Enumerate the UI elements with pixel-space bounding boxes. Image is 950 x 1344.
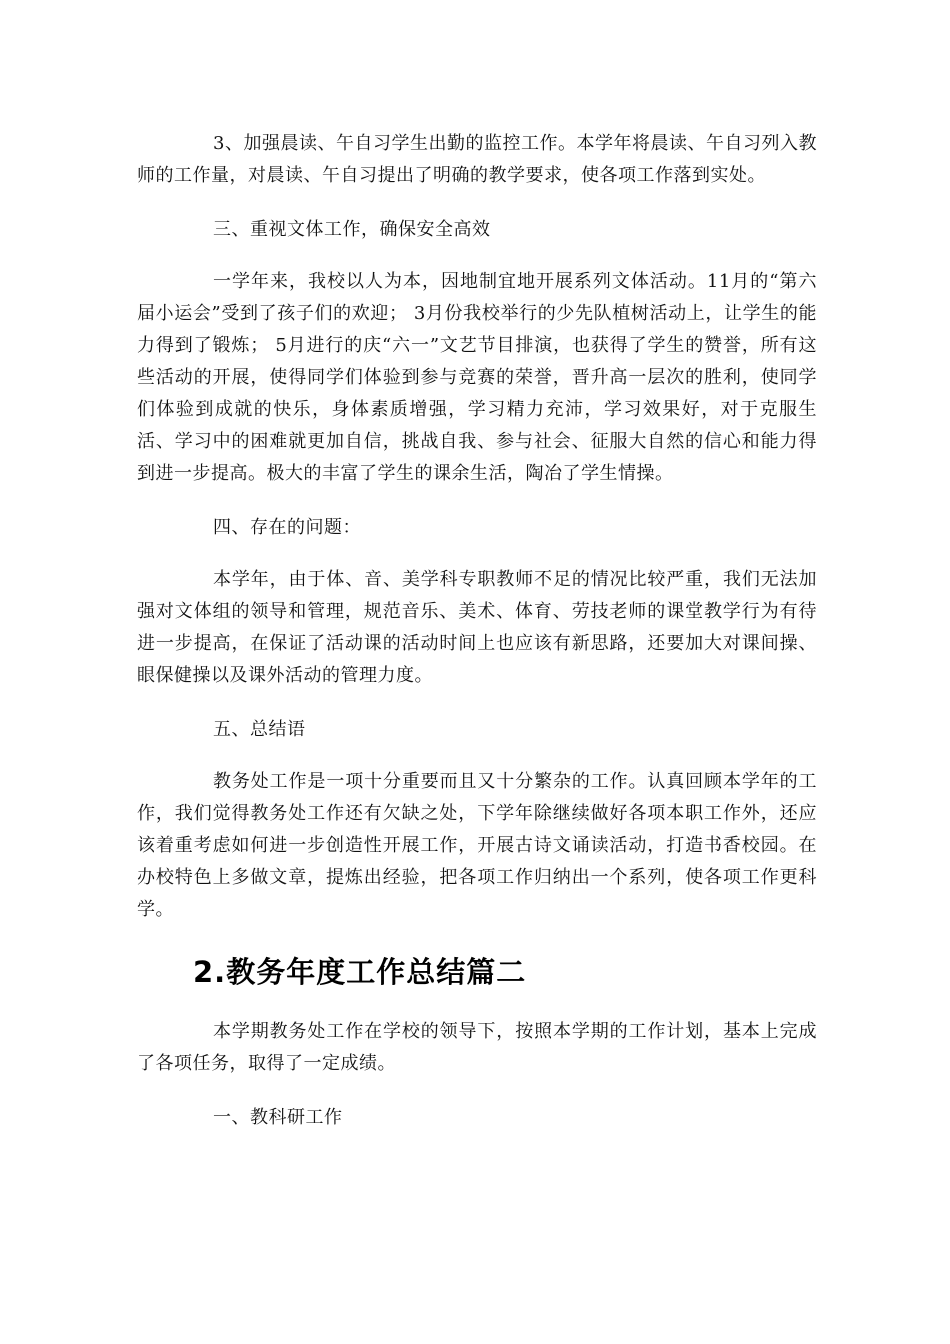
paragraph-conclusion: 教务处工作是一项十分重要而且又十分繁杂的工作。认真回顾本学年的工作，我们觉得教务处工作还有欠缺之处，下学年除继续做好各项本职工作外，还应该着重考虑如何进一步创造性开展工作，开展古诗文诵读活动，打造书香校园。在办校特色上多做文章，提炼出经验，把各项工作归纳出一个系列，使各项工作更科学。 (137, 771, 817, 920)
heading-teaching-research: 一、教科研工作 (213, 1107, 343, 1128)
paragraph-intro: 本学期教务处工作在学校的领导下，按照本学期的工作计划，基本上完成了各项任务，取得了一定成绩。 (137, 1021, 817, 1074)
heading-problems: 四、存在的问题： (213, 517, 361, 538)
paragraph-attendance-monitoring: 3、加强晨读、午自习学生出勤的监控工作。本学年将晨读、午自习列入教师的工作量，对晨读、午自习提出了明确的教学要求，使各项工作落到实处。 (137, 133, 817, 186)
document-content (137, 128, 817, 1154)
paragraph-problems: 本学年，由于体、音、美学科专职教师不足的情况比较严重，我们无法加强对文体组的领导和管理，规范音乐、美术、体育、劳技老师的课堂教学行为有待进一步提高，在保证了活动课的活动时间上也应该有新思路，还要加大对课间操、眼保健操以及课外活动的管理力度。 (137, 569, 817, 686)
paragraph-activities: 一学年来，我校以人为本，因地制宜地开展系列文体活动。11月的“第六届小运会”受到了孩子们的欢迎； 3月份我校举行的少先队植树活动上，让学生的能力得到了锻炼； 5月进行的庆“六一”文艺节目排演，也获得了学生的赞誉，所有这些活动的开展，使得同学们体验到参与竞赛的荣誉，晋升高一层次的胜利，使同学们体验到成就的快乐，身体素质增强，学习精力充沛，学习效果好，对于克服生活、学习中的困难就更加自信，挑战自我、参与社会、征服大自然的信心和能力得到进一步提高。极大的丰富了学生的课余生活，陶冶了学生情操。 (137, 271, 817, 484)
heading-conclusion: 五、总结语 (213, 719, 306, 740)
section-title: 2.教务年度工作总结篇二 (193, 955, 527, 989)
heading-sports-culture: 三、重视文体工作，确保安全高效 (213, 219, 491, 240)
